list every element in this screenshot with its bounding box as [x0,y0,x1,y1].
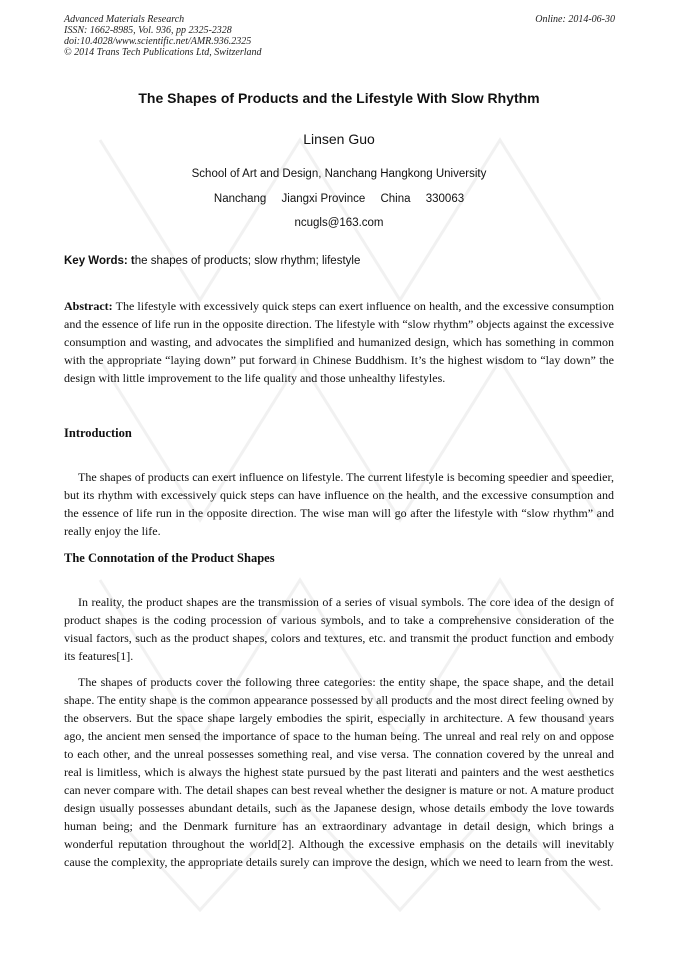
connotation-paragraph-1: In reality, the product shapes are the transmission of a series of visual symbols. The core idea of the design of product shapes is the coding procession of various symbols, and to take a comprehensive consideration of the visual factors, such as the product shapes, colors and textures, etc. and transmit the product function and embody its features[1]. [64,595,614,663]
address-line [0,193,678,205]
paper-title: The Shapes of Products and the Lifestyle With Slow Rhythm [138,90,540,106]
abstract-text: The lifestyle with excessively quick steps can exert influence on health, and the excessive consumption and the essence of life run in the opposite direction. The lifestyle with “slow rhythm” objects against the excessive consumption and wasting, and advocates the simplified and humanized design, which has something in common with the appropriate “laying down” put forward in Chinese Buddhism. It’s the highest wisdom to “lay down” the design with little improvement to the life quality and those unhealthy lifestyles. [64,299,614,385]
introduction-paragraph: The shapes of products can exert influence on lifestyle. The current lifestyle is becoming speedier and speedier, but its rhythm with excessively quick steps can have influence on the health, and the excessive consumption and the essence of life run in the opposite direction. The wise man will go after the lifestyle with “slow rhythm” and really enjoy the life. [64,470,614,538]
journal-name: Advanced Materials Research [64,14,185,25]
keywords-text: he shapes of products; slow rhythm; lifestyle [134,255,361,267]
copyright-line: © 2014 Trans Tech Publications Ltd, Switzerland [64,47,262,58]
author-name: Linsen Guo [303,131,375,147]
journal-header [64,14,262,58]
address-postcode: 330063 [425,193,465,205]
affiliation: School of Art and Design, Nanchang Hangkong University [191,168,487,180]
connotation-paragraph-2: The shapes of products cover the following three categories: the entity shape, the space shape, and the detail shape. The entity shape is the common appearance possessed by all products and the most direct feeling owned by the observers. But the space shape largely embodies the spirit, especially in architecture. A few thousand years ago, the ancient men sensed the importance of space to the human being. The unreal and real rely on and oppose to each other, and the unreal possesses something real, and vise versa. The connation covered by the unreal and real is limitless, which is always the highest state pursued by the past literati and painters and the west aesthetics can never compare with. The detail shapes can best reveal whether the designer is mature or not. A mature product design usually possesses abundant details, such as the Japanese design, whose details embody the love towards human being; and the Denmark furniture has an extraordinary advantage in detail design, which brings a wonderful reputation throughout the world[2]. Although the excessive emphasis on the details will inevitably cause the complexity, the appropriate details surely can improve the design, which we need to learn from the west. [64,675,614,869]
doi-line: doi:10.4028/www.scientific.net/AMR.936.2325 [64,36,252,47]
abstract-label: Abstract: [64,299,113,313]
keywords-label: Key Words: t [64,255,135,267]
address-city: Nanchang [213,193,267,205]
online-date: Online: 2014-06-30 [535,14,615,25]
abstract [64,297,614,387]
author-email: ncugls@163.com [294,217,384,229]
keywords [64,255,360,267]
introduction-heading: Introduction [64,426,132,440]
address-province: Jiangxi Province [281,193,366,205]
address-country: China [380,193,411,205]
connotation-heading: The Connotation of the Product Shapes [64,551,275,565]
issn-line: ISSN: 1662-8985, Vol. 936, pp 2325-2328 [64,25,232,36]
